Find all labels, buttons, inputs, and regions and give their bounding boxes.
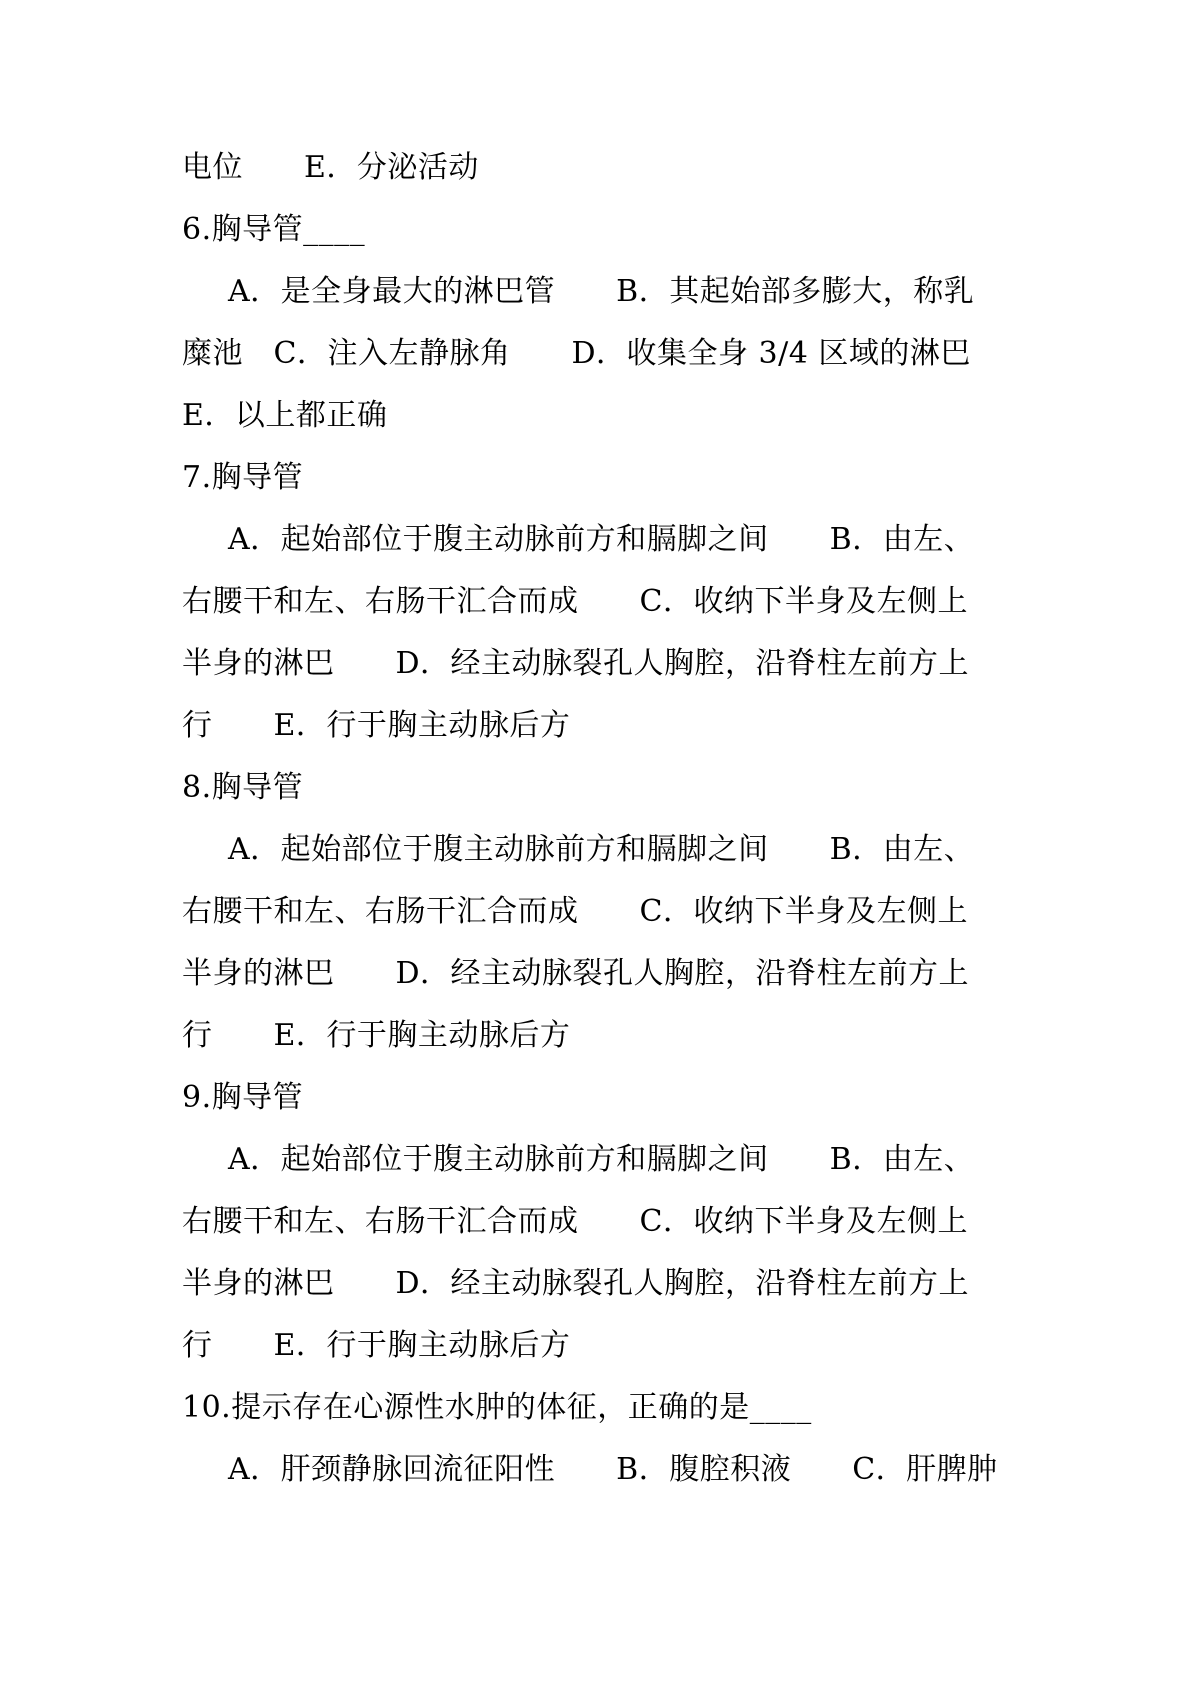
text-line: 半身的淋巴 D．经主动脉裂孔人胸腔，沿脊柱左前方上 — [182, 646, 970, 681]
question-8-stem: 8.胸导管 — [182, 770, 304, 805]
question-6-stem: 6.胸导管____ — [182, 212, 366, 247]
text-line: 糜池 C．注入左静脉角 D．收集全身 3/4 区域的淋巴 — [182, 336, 971, 371]
text-line: A．肝颈静脉回流征阳性 B．腹腔积液 C．肝脾肿 — [228, 1452, 998, 1487]
text-line: A．起始部位于腹主动脉前方和膈脚之间 B．由左、 — [228, 522, 975, 557]
text-line: 半身的淋巴 D．经主动脉裂孔人胸腔，沿脊柱左前方上 — [182, 1266, 970, 1301]
text-line: E．以上都正确 — [182, 398, 388, 433]
question-7-stem: 7.胸导管 — [182, 460, 304, 495]
text-line: 右腰干和左、右肠干汇合而成 C．收纳下半身及左侧上 — [182, 584, 968, 619]
text-line: 半身的淋巴 D．经主动脉裂孔人胸腔，沿脊柱左前方上 — [182, 956, 970, 991]
text-line: 右腰干和左、右肠干汇合而成 C．收纳下半身及左侧上 — [182, 894, 968, 929]
question-9-stem: 9.胸导管 — [182, 1080, 304, 1115]
text-line: 右腰干和左、右肠干汇合而成 C．收纳下半身及左侧上 — [182, 1204, 968, 1239]
text-line: A．起始部位于腹主动脉前方和膈脚之间 B．由左、 — [228, 832, 975, 867]
text-line: 行 E．行于胸主动脉后方 — [182, 1018, 571, 1053]
text-line: A．是全身最大的淋巴管 B．其起始部多膨大，称乳 — [228, 274, 975, 309]
text-line: 电位 E．分泌活动 — [182, 150, 479, 185]
question-10-stem: 10.提示存在心源性水肿的体征，正确的是____ — [182, 1390, 812, 1425]
text-line: 行 E．行于胸主动脉后方 — [182, 708, 571, 743]
text-line: A．起始部位于腹主动脉前方和膈脚之间 B．由左、 — [228, 1142, 975, 1177]
text-line: 行 E．行于胸主动脉后方 — [182, 1328, 571, 1363]
